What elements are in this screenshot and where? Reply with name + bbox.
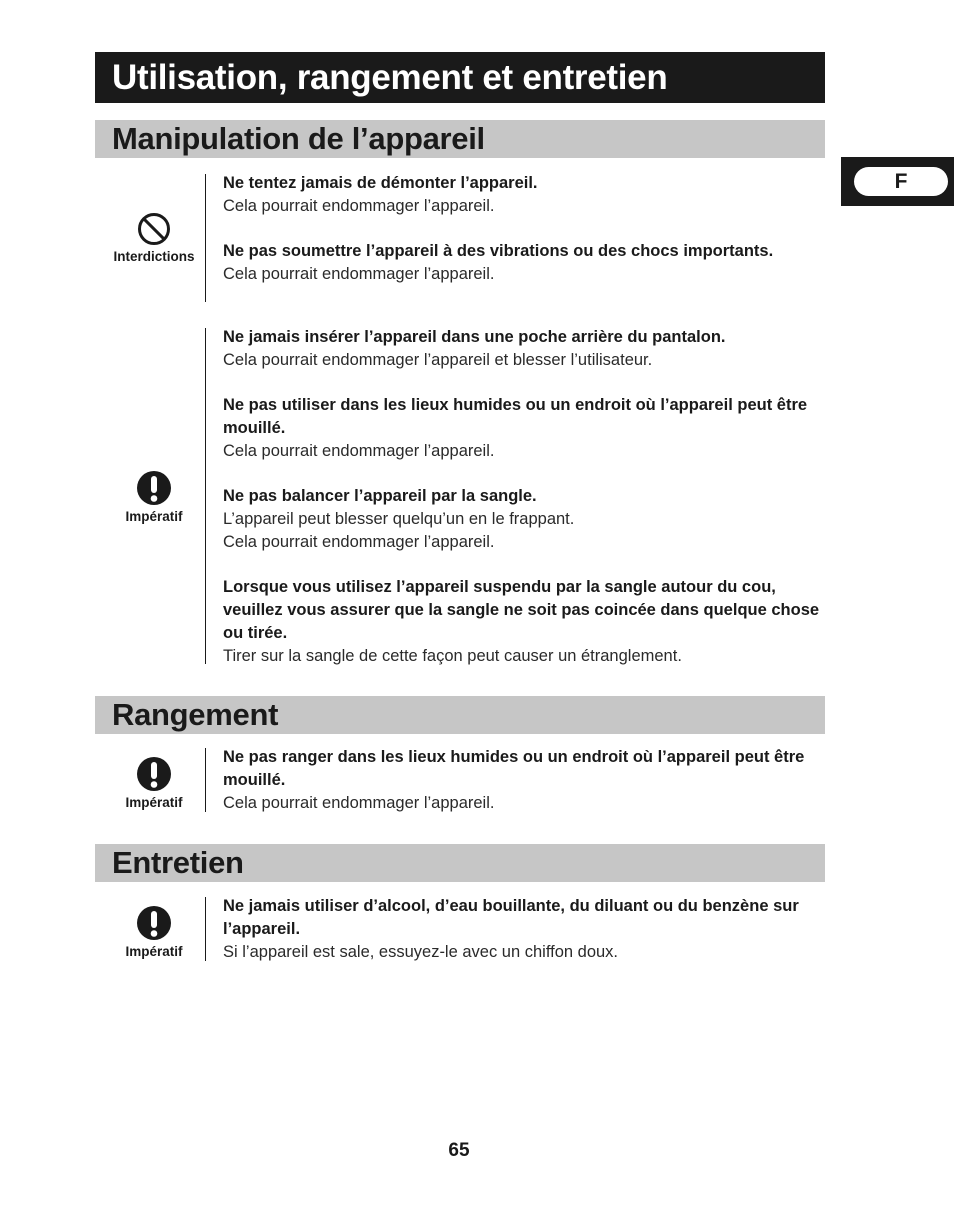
warning-list [223,746,833,815]
icon-block [95,756,213,810]
warning-group-imperatif [95,895,835,965]
icon-block [95,470,213,524]
warning-list [223,326,833,668]
divider [205,174,206,302]
page-title: Utilisation, rangement et entretien [95,52,825,103]
section-title-rangement: Rangement [95,696,825,734]
warning-text: Cela pourrait endommager l’appareil. [223,265,495,283]
language-tab-label: F [854,167,948,196]
warning-item [223,746,833,815]
warning-item [223,485,833,554]
warning-text: Cela pourrait endommager l’appareil. [223,794,495,812]
warning-text: Tirer sur la sangle de cette façon peut causer un étranglement. [223,647,682,665]
warning-item [223,326,833,372]
prohibition-icon [137,212,171,246]
icon-block [95,212,213,264]
icon-label: Impératif [125,509,183,524]
warning-item [223,240,833,286]
warning-item [223,895,833,964]
divider [205,328,206,664]
warning-heading: Lorsque vous utilisez l’appareil suspendu par la sangle autour du cou, veuillez vous assurer que la sangle ne soit pas coincée dans quelque chose ou tirée. [223,578,820,642]
warning-group-imperatif [95,746,835,816]
exclamation-icon [136,470,172,506]
warning-text: Si l’appareil est sale, essuyez-le avec un chiffon doux. [223,943,619,961]
warning-list [223,172,833,286]
divider [205,897,206,961]
exclamation-icon [136,905,172,941]
warning-heading: Ne pas soumettre l’appareil à des vibrations ou des chocs importants. [223,242,774,260]
language-tab [841,157,954,206]
warning-heading: Ne pas ranger dans les lieux humides ou un endroit où l’appareil peut être mouillé. [223,748,805,789]
warning-group-interdictions [95,172,835,304]
warning-list [223,895,833,964]
warning-item [223,394,833,463]
exclamation-icon [136,756,172,792]
warning-text: Cela pourrait endommager l’appareil. [223,197,495,215]
warning-item [223,576,833,668]
warning-text: L’appareil peut blesser quelqu’un en le frappant. [223,510,575,528]
divider [205,748,206,812]
icon-block [95,905,213,959]
warning-text: Cela pourrait endommager l’appareil et blesser l’utilisateur. [223,351,653,369]
section-title-entretien: Entretien [95,844,825,882]
section-title-manipulation: Manipulation de l’appareil [95,120,825,158]
icon-label: Impératif [125,795,183,810]
icon-label: Impératif [125,944,183,959]
warning-heading: Ne pas balancer l’appareil par la sangle. [223,487,537,505]
icon-label: Interdictions [113,249,195,264]
warning-heading: Ne jamais insérer l’appareil dans une poche arrière du pantalon. [223,328,726,346]
warning-text: Cela pourrait endommager l’appareil. [223,533,495,551]
warning-text: Cela pourrait endommager l’appareil. [223,442,495,460]
page-number: 65 [448,1140,470,1161]
warning-group-imperatif [95,326,835,668]
warning-heading: Ne pas utiliser dans les lieux humides ou un endroit où l’appareil peut être mouillé. [223,396,808,437]
warning-heading: Ne jamais utiliser d’alcool, d’eau bouillante, du diluant ou du benzène sur l’appareil. [223,897,799,938]
warning-heading: Ne tentez jamais de démonter l’appareil. [223,174,538,192]
warning-item [223,172,833,218]
